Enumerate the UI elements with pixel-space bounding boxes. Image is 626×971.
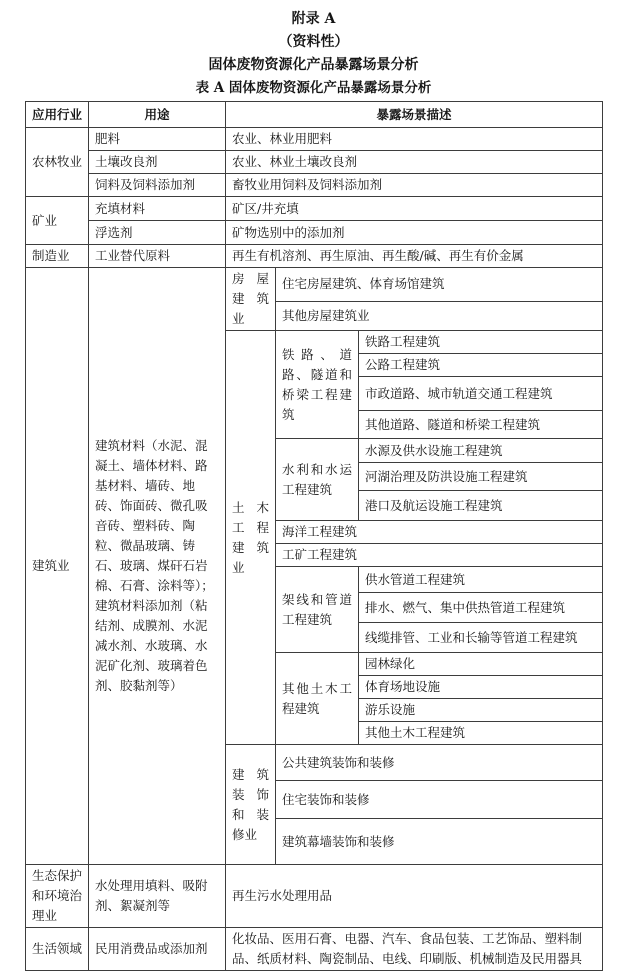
use-cell: 肥料 <box>89 128 226 151</box>
scenario-cell: 畜牧业用饲料及饲料添加剂 <box>226 174 603 197</box>
doc-title: 固体废物资源化产品暴露场景分析 <box>208 57 419 73</box>
scenario-cell: 港口及航运设施工程建筑 <box>359 491 603 521</box>
scenario-cell: 矿物选别中的添加剂 <box>226 221 603 245</box>
scenario-cell: 游乐设施 <box>359 699 603 722</box>
scenario-cell: 农业、林业用肥料 <box>226 128 603 151</box>
table-row <box>26 245 603 268</box>
table-row <box>26 128 603 151</box>
scenario-cell: 农业、林业土壤改良剂 <box>226 151 603 174</box>
table-row <box>26 174 603 197</box>
scenario-cell: 体育场地设施 <box>359 676 603 699</box>
scenario-cell: 化妆品、医用石膏、电器、汽车、食品包装、工艺饰品、塑料制品、纸质材料、陶瓷制品、电线、印刷版、机械制造及民用器具 <box>226 928 603 971</box>
table-row <box>26 151 603 174</box>
table-row <box>26 268 603 302</box>
sector-cell-civil: 土木工程建筑业 <box>226 331 276 745</box>
use-cell: 饲料及饲料添加剂 <box>89 174 226 197</box>
industry-cell-construction: 建筑业 <box>26 268 89 865</box>
industry-cell-agriculture: 农林牧业 <box>26 128 89 197</box>
use-cell: 水处理用填料、吸附剂、絮凝剂等 <box>89 865 226 928</box>
subsector-cell-other-civil: 其他土木工程建筑 <box>276 653 359 745</box>
subsector-cell-pipeline: 架线和管道工程建筑 <box>276 567 359 653</box>
scenario-cell: 建筑幕墙装饰和装修 <box>276 819 603 865</box>
exposure-scenario-table <box>25 101 603 971</box>
scenario-cell: 其他房屋建筑业 <box>276 301 603 330</box>
scenario-cell: 公路工程建筑 <box>359 354 603 377</box>
industry-cell-manufacturing: 制造业 <box>26 245 89 268</box>
scenario-cell: 排水、燃气、集中供热管道工程建筑 <box>359 593 603 623</box>
use-cell: 工业替代原料 <box>89 245 226 268</box>
subsector-cell-rail-road: 铁路、道路、隧道和桥梁工程建筑 <box>276 331 359 439</box>
scenario-cell: 河湖治理及防洪设施工程建筑 <box>359 463 603 491</box>
use-cell: 民用消费品或添加剂 <box>89 928 226 971</box>
scenario-cell: 其他道路、隧道和桥梁工程建筑 <box>359 411 603 439</box>
table-caption: 表 A 固体废物资源化产品暴露场景分析 <box>195 80 432 96</box>
appendix-label: 附录 A <box>291 11 336 27</box>
scenario-cell: 再生污水处理用品 <box>226 865 603 928</box>
header-use-cell: 用途 <box>89 102 226 128</box>
table-row <box>26 865 603 928</box>
header-industry-cell: 应用行业 <box>26 102 89 128</box>
scenario-cell: 公共建筑装饰和装修 <box>276 745 603 781</box>
title-block <box>25 8 602 99</box>
table-row <box>26 197 603 221</box>
scenario-cell: 其他土木工程建筑 <box>359 722 603 745</box>
scenario-cell: 再生有机溶剂、再生原油、再生酸/碱、再生有价金属 <box>226 245 603 268</box>
sector-cell-housing: 房屋建筑业 <box>226 268 276 331</box>
scenario-cell: 住宅装饰和装修 <box>276 781 603 819</box>
use-cell: 充填材料 <box>89 197 226 221</box>
scenario-cell: 矿区/井充填 <box>226 197 603 221</box>
industry-cell-mining: 矿业 <box>26 197 89 245</box>
use-cell: 土壤改良剂 <box>89 151 226 174</box>
sector-cell-decoration: 建筑装饰和装修业 <box>226 745 276 865</box>
table-row <box>26 928 603 971</box>
table-row <box>26 221 603 245</box>
scenario-cell: 住宅房屋建筑、体育场馆建筑 <box>276 268 603 302</box>
header-scenario-cell: 暴露场景描述 <box>226 102 603 128</box>
use-cell-construction: 建筑材料（水泥、混凝土、墙体材料、路基材料、墙砖、地砖、饰面砖、微孔吸音砖、塑料砖、陶粒、微晶玻璃、铸石、玻璃、煤矸石岩棉、石膏、涂料等）；建筑材料添加剂（粘结剂、成膜剂、水泥减水剂、水玻璃、水泥矿化剂、玻璃着色剂、胶黏剂等） <box>89 268 226 865</box>
industry-cell-ecology: 生态保护和环境治理业 <box>26 865 89 928</box>
scenario-cell-marine: 海洋工程建筑 <box>276 521 603 544</box>
scenario-cell-industry-mine: 工矿工程建筑 <box>276 544 603 567</box>
scenario-cell: 市政道路、城市轨道交通工程建筑 <box>359 377 603 411</box>
scenario-cell: 供水管道工程建筑 <box>359 567 603 593</box>
scenario-cell: 园林绿化 <box>359 653 603 676</box>
informative-label: （资料性） <box>278 34 349 50</box>
subsector-cell-water: 水利和水运工程建筑 <box>276 439 359 521</box>
scenario-cell: 线缆排管、工业和长输等管道工程建筑 <box>359 623 603 653</box>
scenario-cell: 铁路工程建筑 <box>359 331 603 354</box>
table-header-row <box>26 102 603 128</box>
use-cell: 浮选剂 <box>89 221 226 245</box>
industry-cell-daily-life: 生活领域 <box>26 928 89 971</box>
scenario-cell: 水源及供水设施工程建筑 <box>359 439 603 463</box>
